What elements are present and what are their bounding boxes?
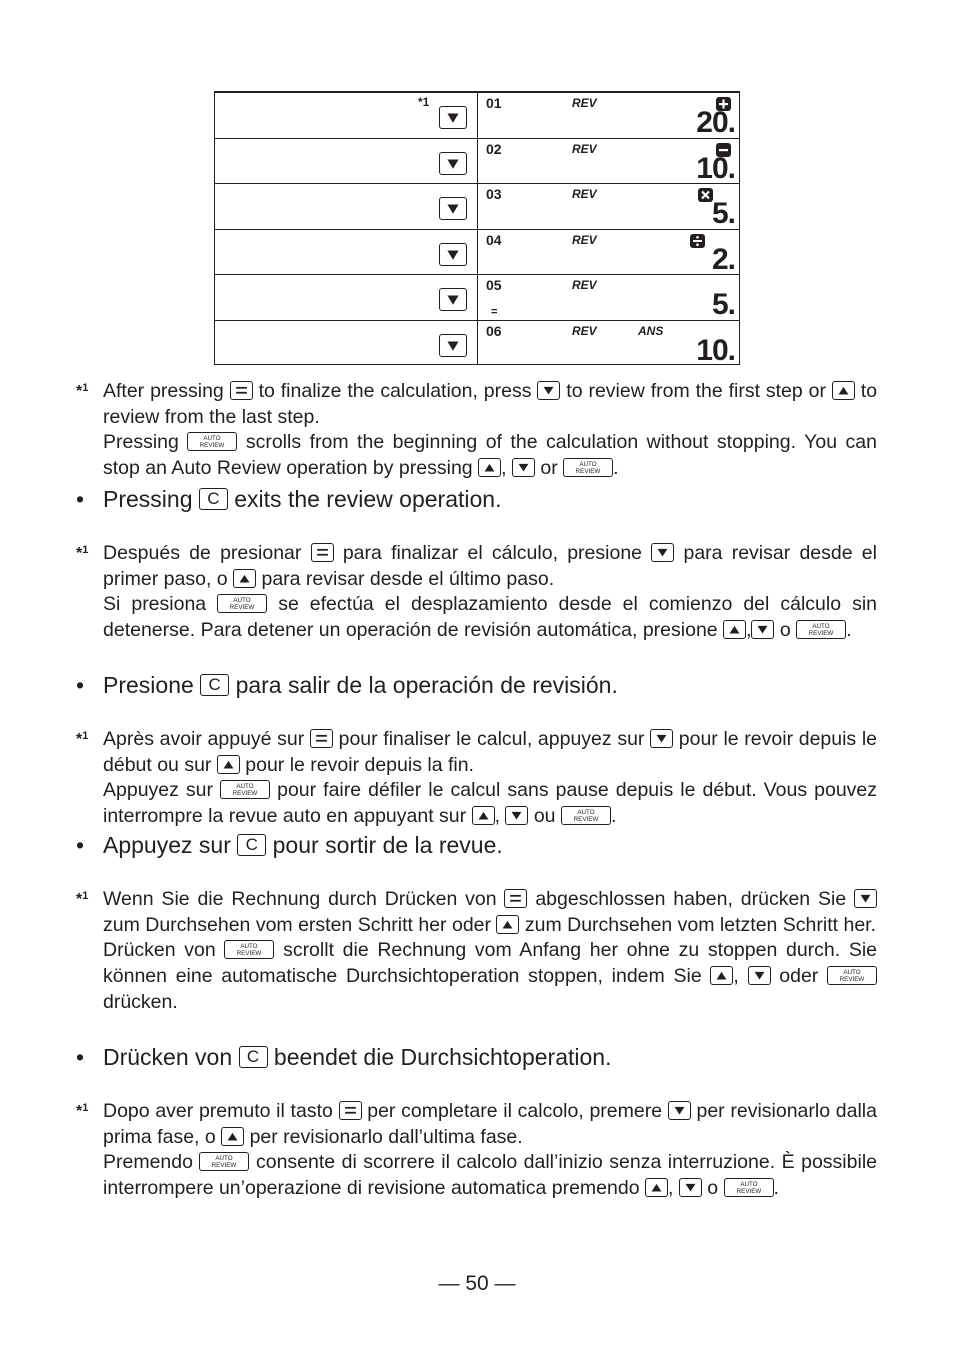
table-row: [215, 274, 739, 320]
display-cell: [478, 184, 739, 229]
bullet-french: • Appuyez sur C pour sortir de la revue.: [76, 832, 503, 858]
svg-text:REVIEW: REVIEW: [575, 467, 601, 475]
clear-key-icon: C: [239, 1046, 268, 1068]
up-arrow-key-icon: [832, 381, 855, 400]
svg-text:REVIEW: REVIEW: [736, 1187, 761, 1195]
svg-text:REVIEW: REVIEW: [573, 815, 599, 823]
down-arrow-key-icon: [679, 1178, 702, 1197]
table-row: [215, 183, 739, 229]
table-row: [215, 229, 739, 275]
display-value: 2.: [711, 242, 735, 276]
display-value: 10.: [696, 151, 735, 185]
equals-key-icon: [310, 729, 333, 748]
note-french: Après avoir appuyé sur pour finaliser le calcul, appuyez sur pour le revoir depuis le début ou sur pour le revoir depuis la fin. Appuyez sur AUTO REVIEW pour faire défiler le calcul sans pause depuis le début. Vous pouvez interrompre la revue auto en appuyant sur , ou AUTO REVIEW .: [103, 728, 878, 828]
down-arrow-key-icon: [439, 152, 467, 175]
svg-text:AUTO: AUTO: [577, 809, 595, 817]
up-arrow-key-icon: [645, 1178, 668, 1197]
display-value: 5.: [711, 197, 735, 230]
display-cell: [478, 275, 739, 320]
bullet-english: • Pressing C exits the review operation.: [76, 486, 502, 512]
svg-text:REVIEW: REVIEW: [200, 442, 225, 450]
clear-key-icon: C: [199, 488, 228, 510]
clear-key-icon: C: [200, 674, 229, 696]
footnote-mark: *$^1$: [76, 730, 89, 748]
equals-key-icon: [230, 381, 253, 400]
auto-review-key-icon: [796, 620, 846, 639]
table-row: [215, 92, 739, 138]
footnote-mark: *$^1$: [76, 1102, 89, 1120]
equals-key-icon: [504, 889, 527, 908]
svg-text:AUTO: AUTO: [215, 1155, 234, 1163]
key-cell: [215, 184, 477, 229]
review-table: [214, 91, 740, 365]
svg-text:AUTO: AUTO: [579, 461, 597, 469]
down-arrow-key-icon: [537, 381, 560, 400]
footnote-mark: *$^1$: [76, 890, 89, 908]
table-row: [215, 320, 739, 366]
down-arrow-key-icon: [668, 1101, 691, 1120]
svg-text:REVIEW: REVIEW: [839, 975, 865, 983]
svg-text:REVIEW: REVIEW: [212, 1162, 237, 1170]
up-arrow-key-icon: [478, 458, 501, 477]
step-number: 06: [486, 322, 502, 339]
ans-indicator: ANS: [638, 323, 664, 338]
bullet-german: • Drücken von C beendet die Durchsichtoperation.: [76, 1044, 612, 1070]
down-arrow-key-icon: [854, 889, 877, 908]
down-arrow-key-icon: [650, 729, 673, 748]
key-cell: [215, 275, 477, 320]
auto-review-key-icon: [724, 1178, 774, 1197]
step-number: 02: [486, 140, 502, 157]
multiply-icon: [698, 188, 713, 202]
up-arrow-key-icon: [496, 915, 519, 934]
rev-indicator: REV: [572, 187, 597, 201]
up-arrow-key-icon: [233, 569, 256, 588]
rev-indicator: REV: [572, 141, 597, 156]
footnote-mark: *$^1$: [76, 382, 89, 400]
key-cell: [215, 230, 477, 275]
step-number: 05: [486, 277, 502, 293]
display-cell: [478, 321, 739, 366]
svg-text:AUTO: AUTO: [843, 969, 861, 977]
down-arrow-key-icon: [439, 288, 467, 311]
display-cell: [478, 230, 739, 275]
up-arrow-key-icon: [710, 966, 733, 985]
auto-review-key-icon: [563, 458, 613, 477]
svg-text:REVIEW: REVIEW: [229, 604, 255, 612]
down-arrow-key-icon: [651, 543, 674, 562]
down-arrow-key-icon: [748, 966, 771, 985]
display-value: 10.: [696, 333, 735, 367]
step-number: 01: [486, 95, 502, 111]
key-cell: [215, 139, 477, 184]
svg-text:AUTO: AUTO: [203, 435, 221, 443]
auto-review-key-icon: [224, 940, 274, 959]
svg-text:AUTO: AUTO: [739, 1181, 758, 1189]
footnote-mark: *$^1$: [76, 544, 89, 562]
note-german: Wenn Sie die Rechnung durch Drücken von abgeschlossen haben, drücken Sie zum Durchsehen vom ersten Schritt her oder zum Durchsehen vom letzten Schritt her. Drücken von AUTO REVIEW scrollt die Rechnung vom Anfang her ohne zu stoppen durch. Sie können eine automatische Durchsichtoperation stoppen, indem Sie , oder AUTO REVIEW drücken.: [103, 888, 878, 1013]
svg-text:AUTO: AUTO: [240, 943, 259, 951]
key-cell: [215, 93, 477, 138]
auto-review-key-icon: [220, 780, 270, 799]
down-arrow-key-icon: [439, 243, 467, 266]
table-row: [215, 138, 739, 184]
auto-review-key-icon: [199, 1152, 249, 1171]
up-arrow-key-icon: [221, 1127, 244, 1146]
down-arrow-key-icon: [439, 197, 467, 220]
clear-key-icon: C: [237, 834, 266, 856]
svg-text:AUTO: AUTO: [236, 783, 254, 791]
svg-text:REVIEW: REVIEW: [808, 629, 834, 637]
note-italian: Dopo aver premuto il tasto per completare il calcolo, premere per revisionarlo dalla prima fase, o per revisionarlo dall’ultima fase. Premendo AUTO REVIEW consente di scorrere il calcolo dall’inizio senza interruzione. È possibile interrompere un’operazione di revisione automatica premendo , o AUTO REVIEW .: [103, 1100, 877, 1200]
down-arrow-key-icon: [751, 620, 774, 639]
key-cell: [215, 321, 477, 366]
divide-icon: [690, 234, 705, 248]
rev-indicator: REV: [572, 278, 597, 292]
svg-text:AUTO: AUTO: [233, 597, 251, 605]
bullet-spanish: • Presione C para salir de la operación de revisión.: [76, 672, 618, 698]
note-spanish: Después de presionar para finalizar el cálculo, presione para revisar desde el primer paso, o para revisar desde el último paso. Si presiona AUTO REVIEW se efectúa el desplazamiento desde el comienzo del cálculo sin detenerse. Para detener un operación de revisión automática, presione , o AUTO REVIEW .: [103, 542, 878, 642]
down-arrow-key-icon: [439, 334, 467, 357]
note-english: After pressing to finalize the calculation, press to review from the first step or to review from the last step. Pressing AUTO REVIEW scrolls from the beginning of the calculation without stopping. You can stop an Auto Review operation by pressing , or AUTO REVIEW .: [103, 380, 878, 480]
down-arrow-key-icon: [439, 106, 467, 129]
auto-review-key-icon: [187, 432, 237, 451]
auto-review-key-icon: [217, 594, 267, 613]
page-number: — 50 —: [438, 1272, 516, 1295]
up-arrow-key-icon: [472, 806, 495, 825]
auto-review-key-icon: [827, 966, 877, 985]
svg-text:REVIEW: REVIEW: [232, 790, 258, 798]
equals-indicator: =: [491, 306, 498, 318]
svg-text:REVIEW: REVIEW: [237, 950, 262, 958]
up-arrow-key-icon: [217, 755, 240, 774]
note-reference: *1: [418, 95, 430, 109]
down-arrow-key-icon: [505, 806, 528, 825]
down-arrow-key-icon: [512, 458, 535, 477]
equals-key-icon: [339, 1101, 362, 1120]
step-number: 03: [486, 186, 502, 202]
auto-review-key-icon: [561, 806, 611, 825]
rev-indicator: REV: [572, 232, 597, 247]
rev-indicator: REV: [572, 96, 597, 110]
display-value: 20.: [696, 106, 735, 139]
display-value: 5.: [711, 288, 735, 321]
display-cell: [478, 139, 739, 184]
equals-key-icon: [311, 543, 334, 562]
rev-indicator: REV: [572, 323, 597, 338]
up-arrow-key-icon: [723, 620, 746, 639]
svg-text:AUTO: AUTO: [812, 623, 830, 631]
display-cell: [478, 93, 739, 138]
step-number: 04: [486, 231, 502, 248]
